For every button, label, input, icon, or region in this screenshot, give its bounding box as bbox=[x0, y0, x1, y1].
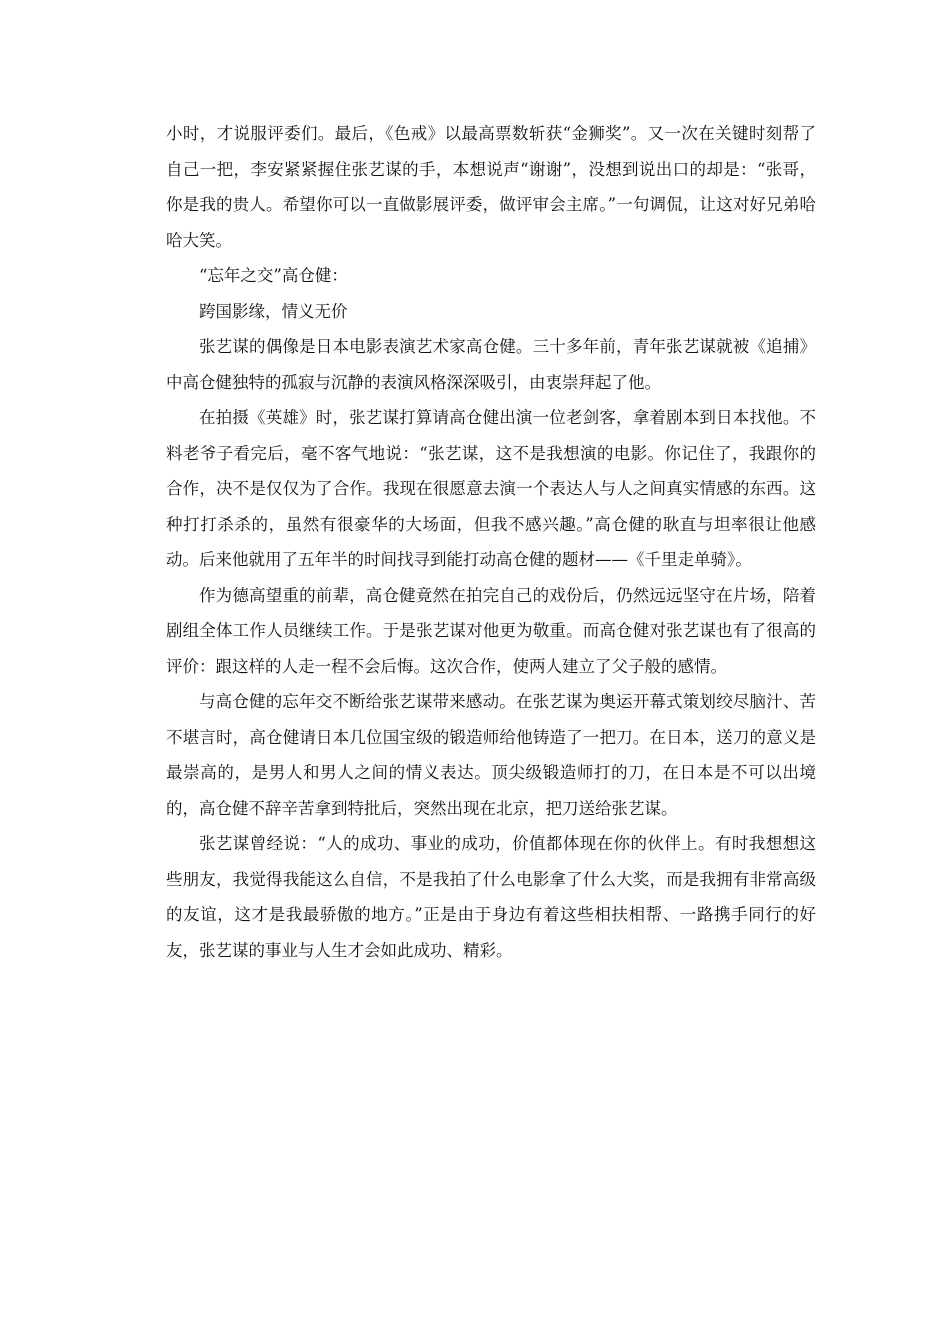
section-heading-2: 跨国影缘，情义无价 bbox=[199, 301, 348, 321]
article-body bbox=[166, 116, 816, 968]
paragraph-4: 张艺谋的偶像是日本电影表演艺术家高仓健。三十多年前，青年张艺谋就被《追捕》中高仓健独特的孤寂与沉静的表演风格深深吸引，由衷崇拜起了他。 bbox=[166, 337, 816, 392]
paragraph-7: 与高仓健的忘年交不断给张艺谋带来感动。在张艺谋为奥运开幕式策划绞尽脑汁、苦不堪言时，高仓健请日本几位国宝级的锻造师给他铸造了一把刀。在日本，送刀的意义是最崇高的，是男人和男人之间的情义表达。顶尖级锻造师打的刀，在日本是不可以出境的，高仓健不辞辛苦拿到特批后，突然出现在北京，把刀送给张艺谋。 bbox=[166, 692, 816, 818]
paragraph-6: 作为德高望重的前辈，高仓健竟然在拍完自己的戏份后，仍然远远坚守在片场，陪着剧组全体工作人员继续工作。于是张艺谋对他更为敬重。而高仓健对张艺谋也有了很高的评价：跟这样的人走一程不会后悔。这次合作，使两人建立了父子般的感情。 bbox=[166, 585, 816, 676]
paragraph-5: 在拍摄《英雄》时，张艺谋打算请高仓健出演一位老剑客，拿着剧本到日本找他。不料老爷子看完后，毫不客气地说：“张艺谋，这不是我想演的电影。你记住了，我跟你的合作，决不是仅仅为了合作。我现在很愿意去演一个表达人与人之间真实情感的东西。这种打打杀杀的，虽然有很豪华的大场面，但我不感兴趣。”高仓健的耿直与坦率很让他感动。后来他就用了五年半的时间找寻到能打动高仓健的题材——《千里走单骑》。 bbox=[166, 408, 816, 569]
paragraph-8: 张艺谋曾经说：“人的成功、事业的成功，价值都体现在你的伙伴上。有时我想想这些朋友，我觉得我能这么自信，不是我拍了什么电影拿了什么大奖，而是我拥有非常高级的友谊，这才是我最骄傲的地方。”正是由于身边有着这些相扶相帮、一路携手同行的好友，张艺谋的事业与人生才会如此成功、精彩。 bbox=[166, 834, 816, 960]
section-heading-1: “忘年之交”高仓健： bbox=[199, 266, 348, 285]
paragraph-1: 小时，才说服评委们。最后，《色戒》以最高票数斩获“金狮奖”。又一次在关键时刻帮了自己一把，李安紧紧握住张艺谋的手，本想说声“谢谢”，没想到说出口的却是：“张哥，你是我的贵人。希望你可以一直做影展评委，做评审会主席。”一句调侃，让这对好兄弟哈哈大笑。 bbox=[166, 124, 816, 250]
